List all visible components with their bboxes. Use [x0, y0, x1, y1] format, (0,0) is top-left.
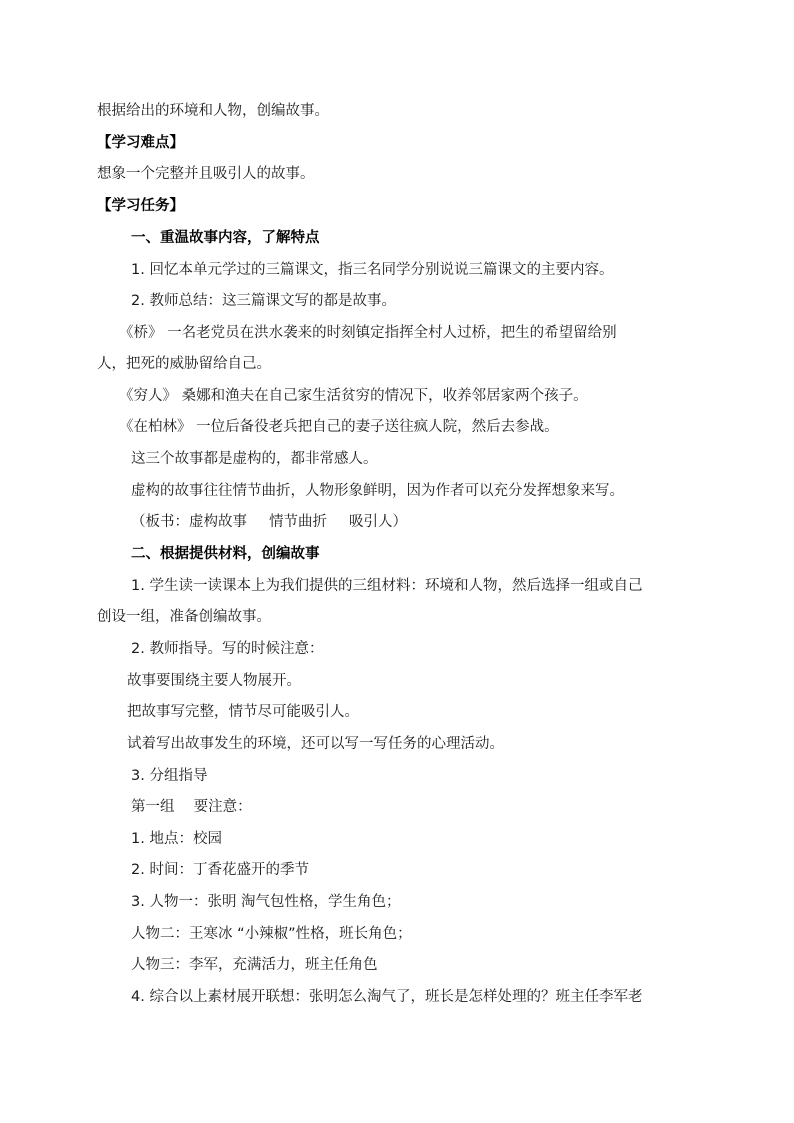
paragraph: 3. 人物一：张明 淘气包性格，学生角色；: [131, 894, 401, 910]
paragraph: 《在柏林》 一位后备役老兵把自己的妻子送往疯人院，然后去参战。: [119, 419, 559, 435]
paragraph: 人物二：王寒冰 “小辣椒”性格，班长角色；: [131, 926, 412, 942]
paragraph: 《穷人》 桑娜和渔夫在自己家生活贫穷的情况下，收养邻居家两个孩子。: [119, 388, 588, 404]
paragraph: 人物三：李军，充满活力，班主任角色: [131, 957, 378, 973]
difficulty-text: 想象一个完整并且吸引人的故事。: [97, 166, 315, 182]
paragraph: 1. 学生读一读课本上为我们提供的三组材料：环境和人物，然后选择一组或自己: [131, 578, 643, 594]
paragraph: 2. 教师总结：这三篇课文写的都是故事。: [131, 293, 396, 309]
paragraph: 2. 教师指导。写的时候注意：: [131, 641, 324, 657]
part-one-heading: 一、重温故事内容，了解特点: [131, 230, 320, 246]
paragraph: 虚构的故事往往情节曲折，人物形象鲜明，因为作者可以充分发挥想象来写。: [131, 483, 624, 499]
paragraph: 《桥》 一名老党员在洪水袭来的时刻镇定指挥全村人过桥，把生的希望留给别: [119, 325, 617, 341]
blackboard-note: （板书：虚构故事 情节曲折 吸引人）: [131, 514, 407, 530]
paragraph: 这三个故事都是虚构的，都非常感人。: [131, 451, 378, 467]
paragraph: 试着写出故事发生的环境，还可以写一写任务的心理活动。: [127, 736, 504, 752]
paragraph: 1. 地点：校园: [131, 831, 222, 847]
section-heading-difficulty: 【学习难点】: [97, 135, 184, 151]
paragraph: 4. 综合以上素材展开联想：张明怎么淘气了，班长是怎样处理的？班主任李军老: [131, 989, 643, 1005]
paragraph: 把故事写完整，情节尽可能吸引人。: [127, 704, 359, 720]
section-heading-tasks: 【学习任务】: [97, 198, 184, 214]
paragraph: 故事要围绕主要人物展开。: [127, 673, 301, 689]
paragraph: 第一组 要注意：: [131, 799, 252, 815]
part-two-heading: 二、根据提供材料，创编故事: [131, 546, 320, 562]
paragraph: 3. 分组指导: [131, 768, 208, 784]
intro-text: 根据给出的环境和人物，创编故事。: [97, 103, 329, 119]
paragraph: 1. 回忆本单元学过的三篇课文，指三名同学分别说说三篇课文的主要内容。: [131, 262, 614, 278]
paragraph: 2. 时间：丁香花盛开的季节: [131, 862, 309, 878]
paragraph: 人，把死的威胁留给自己。: [97, 356, 271, 372]
paragraph: 创设一组，准备创编故事。: [97, 609, 271, 625]
